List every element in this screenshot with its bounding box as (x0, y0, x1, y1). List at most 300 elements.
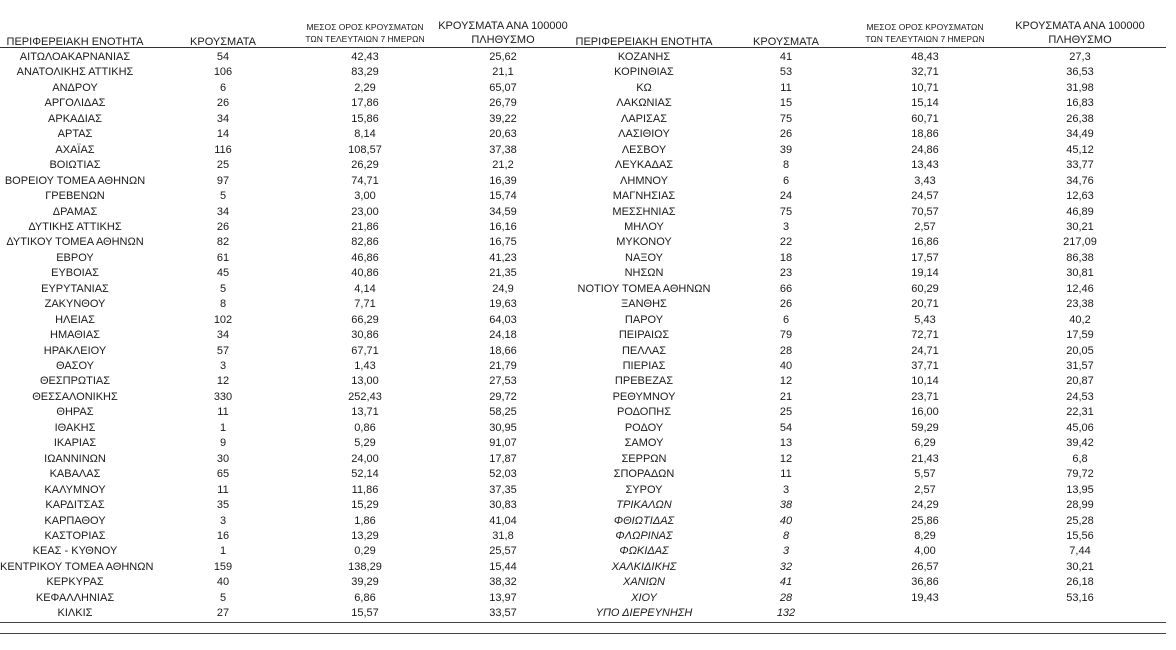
cell-region-right: ΝΑΞΟΥ (625, 251, 663, 264)
cell-per100k-left: 21,79 (489, 360, 517, 372)
cell-region-left: ΔΥΤΙΚΟΥ ΤΟΜΕΑ ΑΘΗΝΩΝ (6, 236, 144, 249)
cell-cases-left: 8 (219, 298, 227, 311)
cell-cases-right: 25 (779, 406, 793, 419)
cell-region-left: ΚΕΝΤΡΙΚΟΥ ΤΟΜΕΑ ΑΘΗΝΩΝ (0, 560, 154, 573)
cell-per100k-left: 24,9 (492, 282, 514, 295)
cell-per100k-left: 52,03 (489, 468, 517, 481)
cell-region-right: ΠΡΕΒΕΖΑΣ (614, 375, 674, 388)
cell-region-right: ΥΠΟ ΔΙΕΡΕΥΝΗΣΗ (595, 607, 693, 620)
table-row (0, 452, 1176, 468)
table-row (0, 591, 1176, 607)
cell-region-left: ΑΡΤΑΣ (57, 128, 93, 141)
cell-cases-left: 25 (216, 159, 230, 172)
cell-avg7-left: 7,71 (354, 298, 376, 311)
cell-region-left: ΗΛΕΙΑΣ (55, 313, 95, 326)
cell-cases-right: 79 (779, 329, 793, 342)
cell-avg7-left: 46,86 (351, 251, 379, 264)
cell-cases-left: 5 (219, 282, 227, 295)
cell-cases-left: 3 (219, 360, 227, 372)
cell-region-right: ΠΙΕΡΙΑΣ (622, 360, 666, 372)
cell-cases-right: 21 (779, 390, 793, 403)
cell-cases-right: 18 (779, 251, 793, 264)
cell-per100k-right: 27,3 (1069, 51, 1091, 63)
cell-avg7-right: 16,00 (911, 406, 939, 419)
cell-cases-left: 30 (216, 452, 230, 465)
cell-region-left: ΙΩΑΝΝΙΝΩΝ (44, 452, 106, 465)
cell-cases-left: 330 (213, 390, 233, 403)
table-row (0, 65, 1176, 81)
cell-region-right: ΧΑΝΙΩΝ (623, 576, 665, 589)
cell-cases-right: 26 (779, 298, 793, 311)
table-row (0, 514, 1176, 530)
cell-per100k-left: 24,18 (489, 329, 517, 342)
cell-region-right: ΦΘΙΩΤΙΔΑΣ (613, 514, 675, 527)
cell-avg7-left: 108,57 (348, 143, 382, 156)
cell-avg7-left: 30,86 (351, 329, 379, 342)
cell-per100k-left: 34,59 (489, 205, 517, 218)
cell-cases-right: 8 (782, 529, 790, 542)
cell-cases-left: 40 (216, 576, 230, 589)
cell-region-right: ΚΩ (636, 81, 652, 94)
cell-cases-left: 3 (219, 514, 227, 527)
cell-per100k-right: 45,12 (1066, 143, 1094, 156)
cell-region-right: ΚΟΡΙΝΘΙΑΣ (614, 66, 674, 79)
cell-region-left: ΚΙΛΚΙΣ (57, 607, 93, 620)
cell-per100k-left: 16,75 (489, 236, 517, 249)
cell-cases-right: 132 (776, 607, 796, 620)
cell-per100k-right: 40,2 (1069, 313, 1091, 326)
header-per100k-left-line1: ΚΡΟΥΣΜΑΤΑ ΑΝΑ 100000 (438, 20, 568, 32)
cell-region-left: ΗΜΑΘΙΑΣ (50, 329, 100, 342)
cell-region-left: ΕΥΡΥΤΑΝΙΑΣ (41, 282, 109, 295)
cell-avg7-right: 8,29 (914, 529, 936, 542)
cell-avg7-right: 3,43 (914, 174, 936, 187)
cell-per100k-left: 21,35 (489, 267, 517, 280)
cell-avg7-left: 15,57 (351, 607, 379, 620)
cell-avg7-right: 60,71 (911, 112, 939, 125)
cell-per100k-right: 46,89 (1066, 205, 1094, 218)
cell-avg7-left: 13,71 (351, 406, 379, 419)
cell-region-left: ΔΡΑΜΑΣ (52, 205, 98, 218)
cell-avg7-right: 32,71 (911, 66, 939, 79)
cell-cases-right: 8 (782, 159, 790, 172)
cell-cases-left: 57 (216, 344, 230, 357)
cell-cases-right: 41 (779, 576, 793, 589)
cell-avg7-right: 72,71 (911, 329, 939, 342)
cell-per100k-right: 26,38 (1066, 112, 1094, 125)
cell-per100k-left: 21,1 (492, 66, 514, 79)
cell-cases-left: 27 (216, 607, 230, 620)
table-row (0, 544, 1176, 560)
header-rule (0, 47, 1166, 48)
cell-region-right: ΛΑΣΙΘΙΟΥ (618, 128, 670, 141)
table-row (0, 467, 1176, 483)
cell-per100k-right: 20,05 (1066, 344, 1094, 357)
header-cases-left: ΚΡΟΥΣΜΑΤΑ (190, 36, 256, 48)
table-row (0, 421, 1176, 437)
table-row (0, 374, 1176, 390)
cell-avg7-right: 21,43 (911, 452, 939, 465)
cell-cases-right: 3 (782, 220, 790, 233)
cell-per100k-left: 64,03 (489, 313, 517, 326)
cell-avg7-right: 48,43 (911, 51, 939, 63)
cell-cases-right: 23 (779, 267, 793, 280)
cell-per100k-right: 28,99 (1066, 499, 1094, 512)
cell-per100k-right: 16,83 (1066, 97, 1094, 110)
cell-avg7-left: 2,29 (354, 81, 376, 94)
cell-per100k-left: 91,07 (489, 437, 517, 450)
table-row (0, 174, 1176, 190)
cell-region-right: ΝΟΤΙΟΥ ΤΟΜΕΑ ΑΘΗΝΩΝ (577, 282, 711, 295)
cell-avg7-right: 4,00 (914, 545, 936, 558)
cell-region-left: ΔΥΤΙΚΗΣ ΑΤΤΙΚΗΣ (28, 220, 122, 233)
cell-avg7-left: 0,86 (354, 421, 376, 434)
header-avg-right (845, 21, 1005, 46)
cell-region-left: ΚΑΡΔΙΤΣΑΣ (45, 499, 105, 512)
cell-region-right: ΦΩΚΙΔΑΣ (619, 545, 669, 558)
table-row (0, 220, 1176, 236)
cell-per100k-right: 30,21 (1066, 560, 1094, 573)
cell-per100k-left: 19,63 (489, 298, 517, 311)
table-row (0, 235, 1176, 251)
cell-region-right: ΧΙΟΥ (631, 591, 657, 604)
header-cases-right: ΚΡΟΥΣΜΑΤΑ (753, 36, 819, 48)
cell-avg7-left: 15,29 (351, 499, 379, 512)
cell-avg7-right: 26,57 (911, 560, 939, 573)
cell-region-left: ΕΒΡΟΥ (56, 251, 94, 264)
table-row (0, 266, 1176, 282)
cell-per100k-right: 36,53 (1066, 66, 1094, 79)
cell-avg7-left: 52,14 (351, 468, 379, 481)
cell-per100k-left: 37,38 (489, 143, 517, 156)
cell-cases-left: 34 (216, 329, 230, 342)
cell-cases-left: 159 (213, 560, 233, 573)
table-row (0, 158, 1176, 174)
cell-region-left: ΚΑΣΤΟΡΙΑΣ (44, 529, 106, 542)
cell-per100k-right: 33,77 (1066, 159, 1094, 172)
cell-per100k-left: 31,8 (492, 529, 514, 542)
table-row (0, 112, 1176, 128)
table-row (0, 313, 1176, 329)
cell-avg7-right: 59,29 (911, 421, 939, 434)
cell-cases-left: 34 (216, 205, 230, 218)
cell-region-right: ΠΕΛΛΑΣ (621, 344, 667, 357)
cell-cases-left: 16 (216, 529, 230, 542)
table-row (0, 50, 1176, 66)
table-row (0, 405, 1176, 421)
cell-region-left: ΑΝΔΡΟΥ (52, 81, 98, 94)
header-per100k-right-line1: ΚΡΟΥΣΜΑΤΑ ΑΝΑ 100000 (1015, 20, 1145, 32)
cell-cases-left: 26 (216, 220, 230, 233)
header-avg-left (285, 21, 445, 46)
cell-avg7-right: 5,43 (914, 313, 936, 326)
cell-avg7-left: 1,86 (354, 514, 376, 527)
cell-avg7-right: 25,86 (911, 514, 939, 527)
footer-rule-bottom (0, 633, 1166, 634)
cell-avg7-left: 6,86 (354, 591, 376, 604)
cell-region-right: ΛΕΥΚΑΔΑΣ (614, 159, 674, 172)
cell-avg7-right: 10,14 (911, 375, 939, 388)
cell-region-right: ΜΥΚΟΝΟΥ (616, 236, 672, 249)
cell-per100k-right: 53,16 (1066, 591, 1094, 604)
cell-per100k-left: 25,62 (489, 51, 517, 63)
cell-region-right: ΤΡΙΚΑΛΩΝ (616, 499, 672, 512)
cell-avg7-right: 37,71 (911, 360, 939, 372)
cell-avg7-left: 66,29 (351, 313, 379, 326)
cell-per100k-left: 18,66 (489, 344, 517, 357)
cell-per100k-right: 6,8 (1072, 452, 1088, 465)
cell-region-right: ΣΠΟΡΑΔΩΝ (613, 468, 675, 481)
cell-avg7-left: 8,14 (354, 128, 376, 141)
cell-cases-left: 82 (216, 236, 230, 249)
cell-avg7-right: 23,71 (911, 390, 939, 403)
cell-per100k-right: 34,76 (1066, 174, 1094, 187)
cell-region-left: ΚΕΑΣ - ΚΥΘΝΟΥ (32, 545, 118, 558)
table-row (0, 359, 1176, 375)
table-row (0, 436, 1176, 452)
cell-per100k-left: 29,72 (489, 390, 517, 403)
cell-avg7-right: 5,57 (914, 468, 936, 481)
cell-avg7-left: 17,86 (351, 97, 379, 110)
cell-avg7-left: 5,29 (354, 437, 376, 450)
cell-region-left: ΑΙΤΩΛΟΑΚΑΡΝΑΝΙΑΣ (19, 51, 131, 63)
cell-cases-right: 13 (779, 437, 793, 450)
cell-region-left: ΓΡΕΒΕΝΩΝ (45, 190, 105, 203)
cell-avg7-left: 138,29 (348, 560, 382, 573)
table-row (0, 606, 1176, 622)
cell-avg7-right: 18,86 (911, 128, 939, 141)
cell-per100k-right: 25,28 (1066, 514, 1094, 527)
cell-avg7-left: 15,86 (351, 112, 379, 125)
header-region-right: ΠΕΡΙΦΕΡΕΙΑΚΗ ΕΝΟΤΗΤΑ (575, 36, 713, 48)
cell-cases-left: 102 (213, 313, 233, 326)
cell-cases-right: 26 (779, 128, 793, 141)
cell-avg7-left: 11,86 (351, 483, 379, 496)
cell-cases-left: 5 (219, 190, 227, 203)
cell-per100k-left: 33,57 (489, 607, 517, 620)
cell-per100k-right: 30,81 (1066, 267, 1094, 280)
table-row (0, 205, 1176, 221)
cell-cases-left: 6 (219, 81, 227, 94)
cell-region-right: ΣΕΡΡΩΝ (621, 452, 667, 465)
cell-per100k-left: 25,57 (489, 545, 517, 558)
cell-avg7-right: 19,43 (911, 591, 939, 604)
footer-rule-top (0, 622, 1166, 623)
cell-cases-left: 35 (216, 499, 230, 512)
cell-avg7-left: 74,71 (351, 174, 379, 187)
cell-avg7-right: 16,86 (911, 236, 939, 249)
cell-region-left: ΘΑΣΟΥ (55, 360, 95, 372)
cell-per100k-right: 86,38 (1066, 251, 1094, 264)
cell-per100k-right: 39,42 (1066, 437, 1094, 450)
cell-per100k-right: 31,98 (1066, 81, 1094, 94)
cell-per100k-right: 12,46 (1066, 282, 1094, 295)
cell-per100k-left: 21,2 (492, 159, 514, 172)
cell-per100k-left: 16,39 (489, 174, 517, 187)
cell-cases-left: 45 (216, 267, 230, 280)
cell-region-left: ΗΡΑΚΛΕΙΟΥ (43, 344, 107, 357)
cell-avg7-right: 2,57 (914, 220, 936, 233)
cell-region-right: ΡΕΘΥΜΝΟΥ (612, 390, 676, 403)
header-per100k-left (430, 20, 576, 48)
cell-cases-right: 11 (780, 468, 792, 481)
cell-avg7-right: 24,57 (911, 190, 939, 203)
cell-per100k-left: 38,32 (489, 576, 517, 589)
cell-avg7-right: 2,57 (914, 483, 936, 496)
cell-cases-right: 53 (779, 66, 793, 79)
cell-avg7-right: 6,29 (914, 437, 936, 450)
cell-avg7-right: 17,57 (911, 251, 939, 264)
cell-avg7-left: 252,43 (348, 390, 382, 403)
cell-region-left: ΑΝΑΤΟΛΙΚΗΣ ΑΤΤΙΚΗΣ (16, 66, 134, 79)
cell-cases-right: 28 (779, 344, 793, 357)
cell-avg7-left: 23,00 (351, 205, 379, 218)
cell-avg7-right: 13,43 (911, 159, 939, 172)
cell-avg7-left: 26,29 (351, 159, 379, 172)
cell-region-right: ΣΑΜΟΥ (624, 437, 664, 450)
cell-per100k-left: 30,95 (489, 421, 517, 434)
cell-per100k-left: 16,16 (489, 220, 517, 233)
header-region-left: ΠΕΡΙΦΕΡΕΙΑΚΗ ΕΝΟΤΗΤΑ (6, 36, 144, 48)
cell-avg7-left: 21,86 (351, 220, 379, 233)
cell-avg7-left: 40,86 (351, 267, 379, 280)
cell-cases-left: 34 (216, 112, 230, 125)
cell-region-right: ΜΗΛΟΥ (624, 220, 664, 233)
cell-per100k-left: 15,44 (489, 560, 517, 573)
cell-per100k-left: 30,83 (489, 499, 517, 512)
cell-avg7-left: 4,14 (354, 282, 376, 295)
cell-region-left: ΙΚΑΡΙΑΣ (53, 437, 97, 450)
cell-per100k-right: 24,53 (1066, 390, 1094, 403)
cell-cases-right: 12 (779, 375, 793, 388)
table-row (0, 143, 1176, 159)
cell-per100k-right: 26,18 (1066, 576, 1094, 589)
header-avg-right-line2: ΤΩΝ ΤΕΛΕΥΤΑΙΩΝ 7 ΗΜΕΡΩΝ (865, 34, 985, 45)
cell-per100k-right: 34,49 (1066, 128, 1094, 141)
cell-region-right: ΜΑΓΝΗΣΙΑΣ (612, 190, 676, 203)
cell-cases-right: 41 (779, 51, 793, 63)
table-row (0, 390, 1176, 406)
cell-avg7-left: 67,71 (351, 344, 379, 357)
cell-region-right: ΧΑΛΚΙΔΙΚΗΣ (611, 560, 677, 573)
cell-cases-left: 9 (219, 437, 227, 450)
cell-per100k-left: 41,23 (489, 251, 517, 264)
cell-per100k-right: 22,31 (1066, 406, 1094, 419)
cell-avg7-right: 70,57 (911, 205, 939, 218)
cell-cases-right: 3 (782, 483, 790, 496)
table-row (0, 189, 1176, 205)
cell-cases-right: 6 (782, 174, 790, 187)
cell-avg7-left: 42,43 (351, 51, 379, 63)
cell-region-right: ΠΕΙΡΑΙΩΣ (618, 329, 670, 342)
cell-region-left: ΒΟΡΕΙΟΥ ΤΟΜΕΑ ΑΘΗΝΩΝ (4, 174, 146, 187)
cell-region-left: ΙΘΑΚΗΣ (54, 421, 96, 434)
cell-region-left: ΚΕΦΑΛΛΗΝΙΑΣ (35, 591, 115, 604)
cell-per100k-left: 20,63 (489, 128, 517, 141)
cell-region-left: ΘΕΣΣΑΛΟΝΙΚΗΣ (32, 390, 118, 403)
cell-cases-right: 75 (779, 205, 793, 218)
cell-avg7-right: 15,14 (911, 97, 939, 110)
header-avg-left-line2: ΤΩΝ ΤΕΛΕΥΤΑΙΩΝ 7 ΗΜΕΡΩΝ (305, 34, 425, 45)
cell-avg7-right: 20,71 (911, 298, 939, 311)
cell-per100k-right: 45,06 (1066, 421, 1094, 434)
cell-avg7-right: 24,29 (911, 499, 939, 512)
cell-region-right: ΛΑΡΙΣΑΣ (620, 112, 667, 125)
cell-per100k-left: 13,97 (489, 591, 517, 604)
cell-region-left: ΑΡΓΟΛΙΔΑΣ (44, 97, 106, 110)
cell-cases-right: 75 (779, 112, 793, 125)
cell-region-left: ΖΑΚΥΝΘΟΥ (44, 298, 106, 311)
cell-avg7-left: 13,00 (351, 375, 379, 388)
cell-per100k-right: 20,87 (1066, 375, 1094, 388)
cell-cases-left: 97 (216, 174, 230, 187)
table-row (0, 297, 1176, 313)
cell-region-right: ΛΕΣΒΟΥ (621, 143, 667, 156)
table-row (0, 483, 1176, 499)
cell-per100k-right: 31,57 (1066, 360, 1094, 372)
table-row (0, 498, 1176, 514)
cell-avg7-right: 19,14 (911, 267, 939, 280)
cell-region-left: ΑΧΑΪΑΣ (55, 143, 95, 156)
cell-region-left: ΘΗΡΑΣ (56, 406, 94, 419)
cell-cases-right: 39 (779, 143, 793, 156)
header-per100k-left-line2: ΠΛΗΘΥΣΜΟ (471, 33, 535, 46)
cell-per100k-left: 39,22 (489, 112, 517, 125)
cell-region-right: ΝΗΣΩΝ (624, 267, 664, 280)
cell-per100k-left: 15,74 (489, 190, 517, 203)
cell-per100k-right: 15,56 (1066, 529, 1094, 542)
cell-cases-left: 5 (219, 591, 227, 604)
cell-avg7-right: 24,86 (911, 143, 939, 156)
cell-per100k-right: 13,95 (1066, 483, 1094, 496)
cell-cases-right: 40 (779, 360, 793, 372)
cell-per100k-left: 65,07 (489, 81, 517, 94)
cell-region-right: ΞΑΝΘΗΣ (621, 298, 667, 311)
cell-cases-left: 116 (214, 143, 232, 156)
table-row (0, 560, 1176, 576)
cell-avg7-left: 1,43 (354, 360, 376, 372)
cell-avg7-left: 82,86 (351, 236, 379, 249)
cell-cases-right: 24 (779, 190, 793, 203)
cell-avg7-right: 24,71 (911, 344, 939, 357)
cell-region-right: ΛΗΜΝΟΥ (620, 174, 668, 187)
cell-cases-left: 1 (219, 421, 227, 434)
cell-cases-left: 65 (216, 468, 230, 481)
cell-cases-right: 15 (779, 97, 793, 110)
cell-per100k-left: 27,53 (489, 375, 517, 388)
cell-cases-right: 54 (779, 421, 793, 434)
cell-cases-right: 11 (780, 81, 792, 94)
cell-region-right: ΡΟΔΟΠΗΣ (616, 406, 672, 419)
table-row (0, 96, 1176, 112)
cell-cases-right: 12 (779, 452, 793, 465)
cell-avg7-left: 13,29 (351, 529, 379, 542)
cell-cases-left: 12 (216, 375, 230, 388)
cell-region-right: ΜΕΣΣΗΝΙΑΣ (612, 205, 676, 218)
cell-per100k-right: 217,09 (1063, 236, 1097, 249)
cell-region-left: ΘΕΣΠΡΩΤΙΑΣ (39, 375, 111, 388)
cell-cases-left: 54 (216, 51, 230, 63)
cell-region-left: ΒΟΙΩΤΙΑΣ (49, 159, 101, 172)
cell-per100k-left: 58,25 (489, 406, 517, 419)
cell-region-left: ΕΥΒΟΙΑΣ (51, 267, 99, 280)
cell-avg7-left: 39,29 (351, 576, 379, 589)
cell-per100k-right: 23,38 (1066, 298, 1094, 311)
cell-cases-right: 40 (779, 514, 793, 527)
cell-cases-right: 22 (779, 236, 793, 249)
cell-region-right: ΡΟΔΟΥ (624, 421, 664, 434)
cell-cases-left: 106 (213, 66, 233, 79)
